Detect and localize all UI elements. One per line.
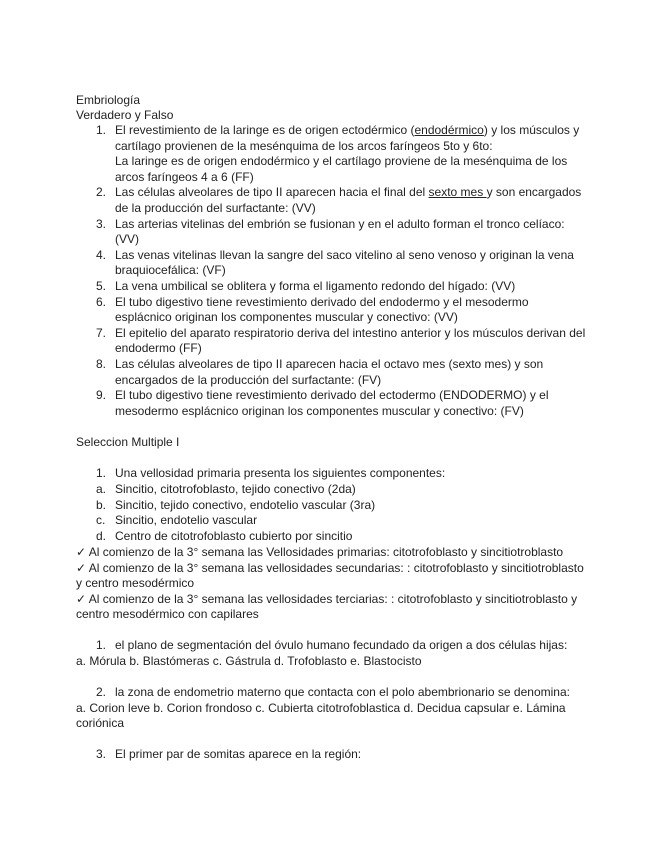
list-number: 8. xyxy=(96,357,107,371)
statement-line: arcos faríngeos 4 a 6 (FF) xyxy=(115,169,254,184)
statement-line: La vena umbilical se oblitera y forma el ligamento redondo del hígado: (VV) xyxy=(115,279,516,293)
list-number: 1. xyxy=(96,123,107,137)
text-segment: ) y los músculos y xyxy=(483,123,580,137)
option-letter: d. xyxy=(96,528,107,543)
statement-line: cartílago provienen de la mesénquima de los arcos faríngeos 5to y 6to: xyxy=(115,138,493,153)
list-number: 9. xyxy=(96,388,107,403)
text-segment: El revestimiento de la laringe es de origen ectodérmico ( xyxy=(115,123,415,137)
list-number: 3. xyxy=(96,747,107,761)
list-number: 2. xyxy=(96,685,107,699)
statement-line: Las arterias vitelinas del embrión se fusionan y en el adulto forman el tronco celíaco: xyxy=(115,216,565,231)
list-number: 7. xyxy=(96,325,107,340)
document-title: Embriología xyxy=(76,93,141,107)
answer-options: a. Mórula b. Blastómeras c. Gástrula d. Trofoblasto e. Blastocisto xyxy=(76,654,422,668)
statement-line: encargados de la producción del surfactante: (FV) xyxy=(115,372,382,387)
list-number: 2. xyxy=(96,185,107,200)
statement-line: Las células alveolares de tipo II aparecen hacia el octavo mes (sexto mes) y son xyxy=(115,357,544,371)
statement-line xyxy=(115,185,581,200)
statement-line: mesodermo esplácnico originan los componentes muscular y conectivo: (FV) xyxy=(115,403,524,418)
option-text: Centro de citotrofoblasto cubierto por sincitio xyxy=(115,528,353,543)
question-text: Una vellosidad primaria presenta los siguientes componentes: xyxy=(115,466,446,480)
underlined-text: endodérmico xyxy=(414,123,484,137)
statement-line: La laringe es de origen endodérmico y el cartílago proviene de la mesénquima de los xyxy=(115,154,568,169)
list-number: 1. xyxy=(96,466,107,480)
statement-line: endodermo (FF) xyxy=(115,341,202,356)
statement-line: Las venas vitelinas llevan la sangre del saco vitelino al seno venoso y originan la vena xyxy=(115,247,574,262)
statement-line: de la producción del surfactante: (VV) xyxy=(115,201,316,215)
option-letter: a. xyxy=(96,482,107,496)
statement-line: El tubo digestivo tiene revestimiento derivado del ectodermo (ENDODERMO) y el xyxy=(115,388,549,403)
statement-line xyxy=(115,123,579,138)
list-number: 4. xyxy=(96,247,107,262)
question-text: el plano de segmentación del óvulo humano fecundado da origen a dos células hijas: xyxy=(115,638,568,652)
check-note-line: centro mesodérmico con capilares xyxy=(76,607,259,622)
check-note-line: ✓ Al comienzo de la 3° semana las vellosidades terciarias: : citotrofoblasto y sincitiotroblasto y xyxy=(76,591,578,606)
option-letter: b. xyxy=(96,497,107,512)
question-text: El primer par de somitas aparece en la región: xyxy=(115,747,362,761)
section-heading-vf: Verdadero y Falso xyxy=(76,108,174,122)
option-letter: c. xyxy=(96,513,106,528)
list-number: 3. xyxy=(96,216,107,231)
underlined-text: sexto mes xyxy=(428,185,487,200)
option-text: Sincitio, endotelio vascular xyxy=(115,513,258,528)
check-note-line: y centro mesodérmico xyxy=(76,576,195,591)
section-heading-mc: Seleccion Multiple I xyxy=(76,435,180,449)
answer-options: a. Corion leve b. Corion frondoso c. Cubierta citotrofoblastica d. Decidua capsular e. Lámina xyxy=(76,701,566,715)
list-number: 6. xyxy=(96,294,107,309)
list-number: 5. xyxy=(96,279,107,293)
statement-line: braquiocefálica: (VF) xyxy=(115,263,226,278)
list-number: 1. xyxy=(96,638,107,652)
question-text: la zona de endometrio materno que contacta con el polo abembrionario se denomina: xyxy=(115,685,570,699)
text-segment: Las células alveolares de tipo II aparecen hacia el final del xyxy=(115,185,429,200)
answer-options-continued: coriónica xyxy=(76,716,125,730)
statement-line: El tubo digestivo tiene revestimiento derivado del endodermo y el mesodermo xyxy=(115,294,529,309)
check-note-line: ✓ Al comienzo de la 3° semana las vellosidades secundarias: : citotrofoblasto y sincitiotroblasto xyxy=(76,560,584,575)
option-text: Sincitio, citotrofoblasto, tejido conectivo (2da) xyxy=(115,482,356,496)
statement-line: El epitelio del aparato respiratorio deriva del intestino anterior y los músculos derivan del xyxy=(115,325,586,340)
check-note-line: ✓ Al comienzo de la 3° semana las Vellosidades primarias: citotrofoblasto y sincitiotroblasto xyxy=(76,545,564,559)
statement-line: (VV) xyxy=(115,232,139,247)
statement-line: esplácnico originan los componentes muscular y conectivo: (VV) xyxy=(115,310,458,325)
text-segment: y son encargados xyxy=(486,185,582,200)
option-text: Sincitio, tejido conectivo, endotelio vascular (3ra) xyxy=(115,497,376,512)
